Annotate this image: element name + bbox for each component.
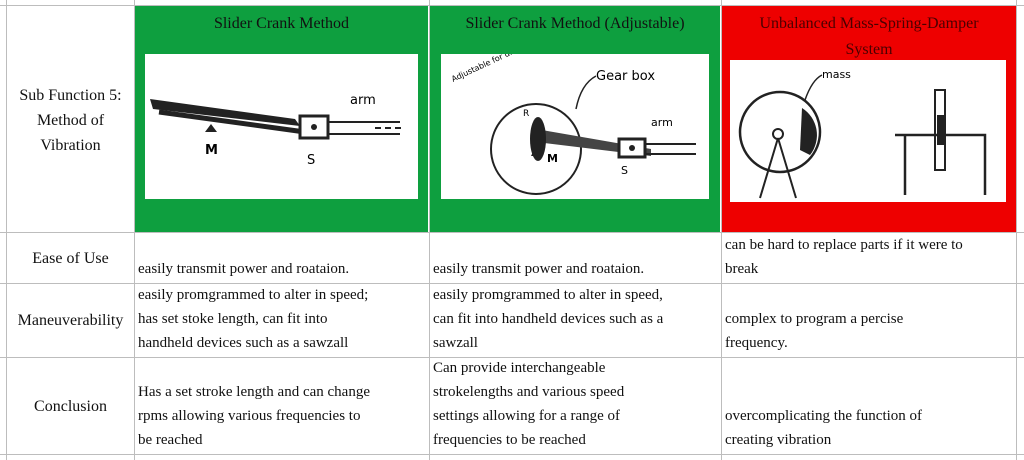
conclusion-cell-2: Can provide interchangeable strokelengths and various speed settings allowing for a range of frequencies to be reached bbox=[433, 360, 625, 448]
motor-label-2: M bbox=[547, 152, 558, 165]
col2-title: Slider Crank Method (Adjustable) bbox=[465, 15, 685, 32]
adjustable-slider-crank-sketch bbox=[441, 54, 709, 199]
conclusion-cell-1: Has a set stroke length and can change rpms allowing various frequencies to be reached bbox=[138, 384, 370, 448]
maneuverability-cell-2: easily promgrammed to alter in speed, can fit into handheld devices such as a sawzall bbox=[433, 287, 664, 351]
col1-title: Slider Crank Method bbox=[213, 15, 350, 32]
maneuverability-cell-3: complex to program a percise frequency. bbox=[725, 311, 904, 351]
slider-crank-sketch bbox=[145, 54, 418, 199]
r-label: R bbox=[523, 109, 530, 119]
ease-cell-2: easily transmit power and roataion. bbox=[433, 261, 645, 277]
gear-box-label: Gear box bbox=[596, 69, 656, 84]
ease-cell-1: easily transmit power and roataion. bbox=[138, 261, 350, 277]
row-label-maneuverability: Maneuverability bbox=[17, 312, 124, 329]
ease-cell-3: can be hard to replace parts if it were to break bbox=[725, 237, 963, 277]
slider-label: S bbox=[307, 153, 316, 168]
col3-title: Unbalanced Mass-Spring-Damper System bbox=[759, 15, 979, 58]
maneuverability-cell-1: easily promgrammed to alter in speed; has set stoke length, can fit into handheld devices such as a sawzall bbox=[138, 287, 369, 351]
row-label-sub-function: Sub Function 5: Method of Vibration bbox=[19, 86, 122, 154]
adjustable-note-label bbox=[450, 54, 591, 84]
unbalanced-mass-sketch bbox=[730, 60, 1006, 202]
arm-label: arm bbox=[350, 93, 376, 108]
slider-label-2: S bbox=[621, 164, 628, 177]
motor-label: M bbox=[205, 143, 218, 158]
arm-label-2: arm bbox=[651, 116, 673, 129]
row-label-conclusion: Conclusion bbox=[34, 397, 107, 415]
row-label-ease-of-use: Ease of Use bbox=[32, 249, 109, 267]
mass-label: mass bbox=[822, 68, 851, 81]
conclusion-cell-3: overcomplicating the function of creating vibration bbox=[725, 408, 923, 448]
